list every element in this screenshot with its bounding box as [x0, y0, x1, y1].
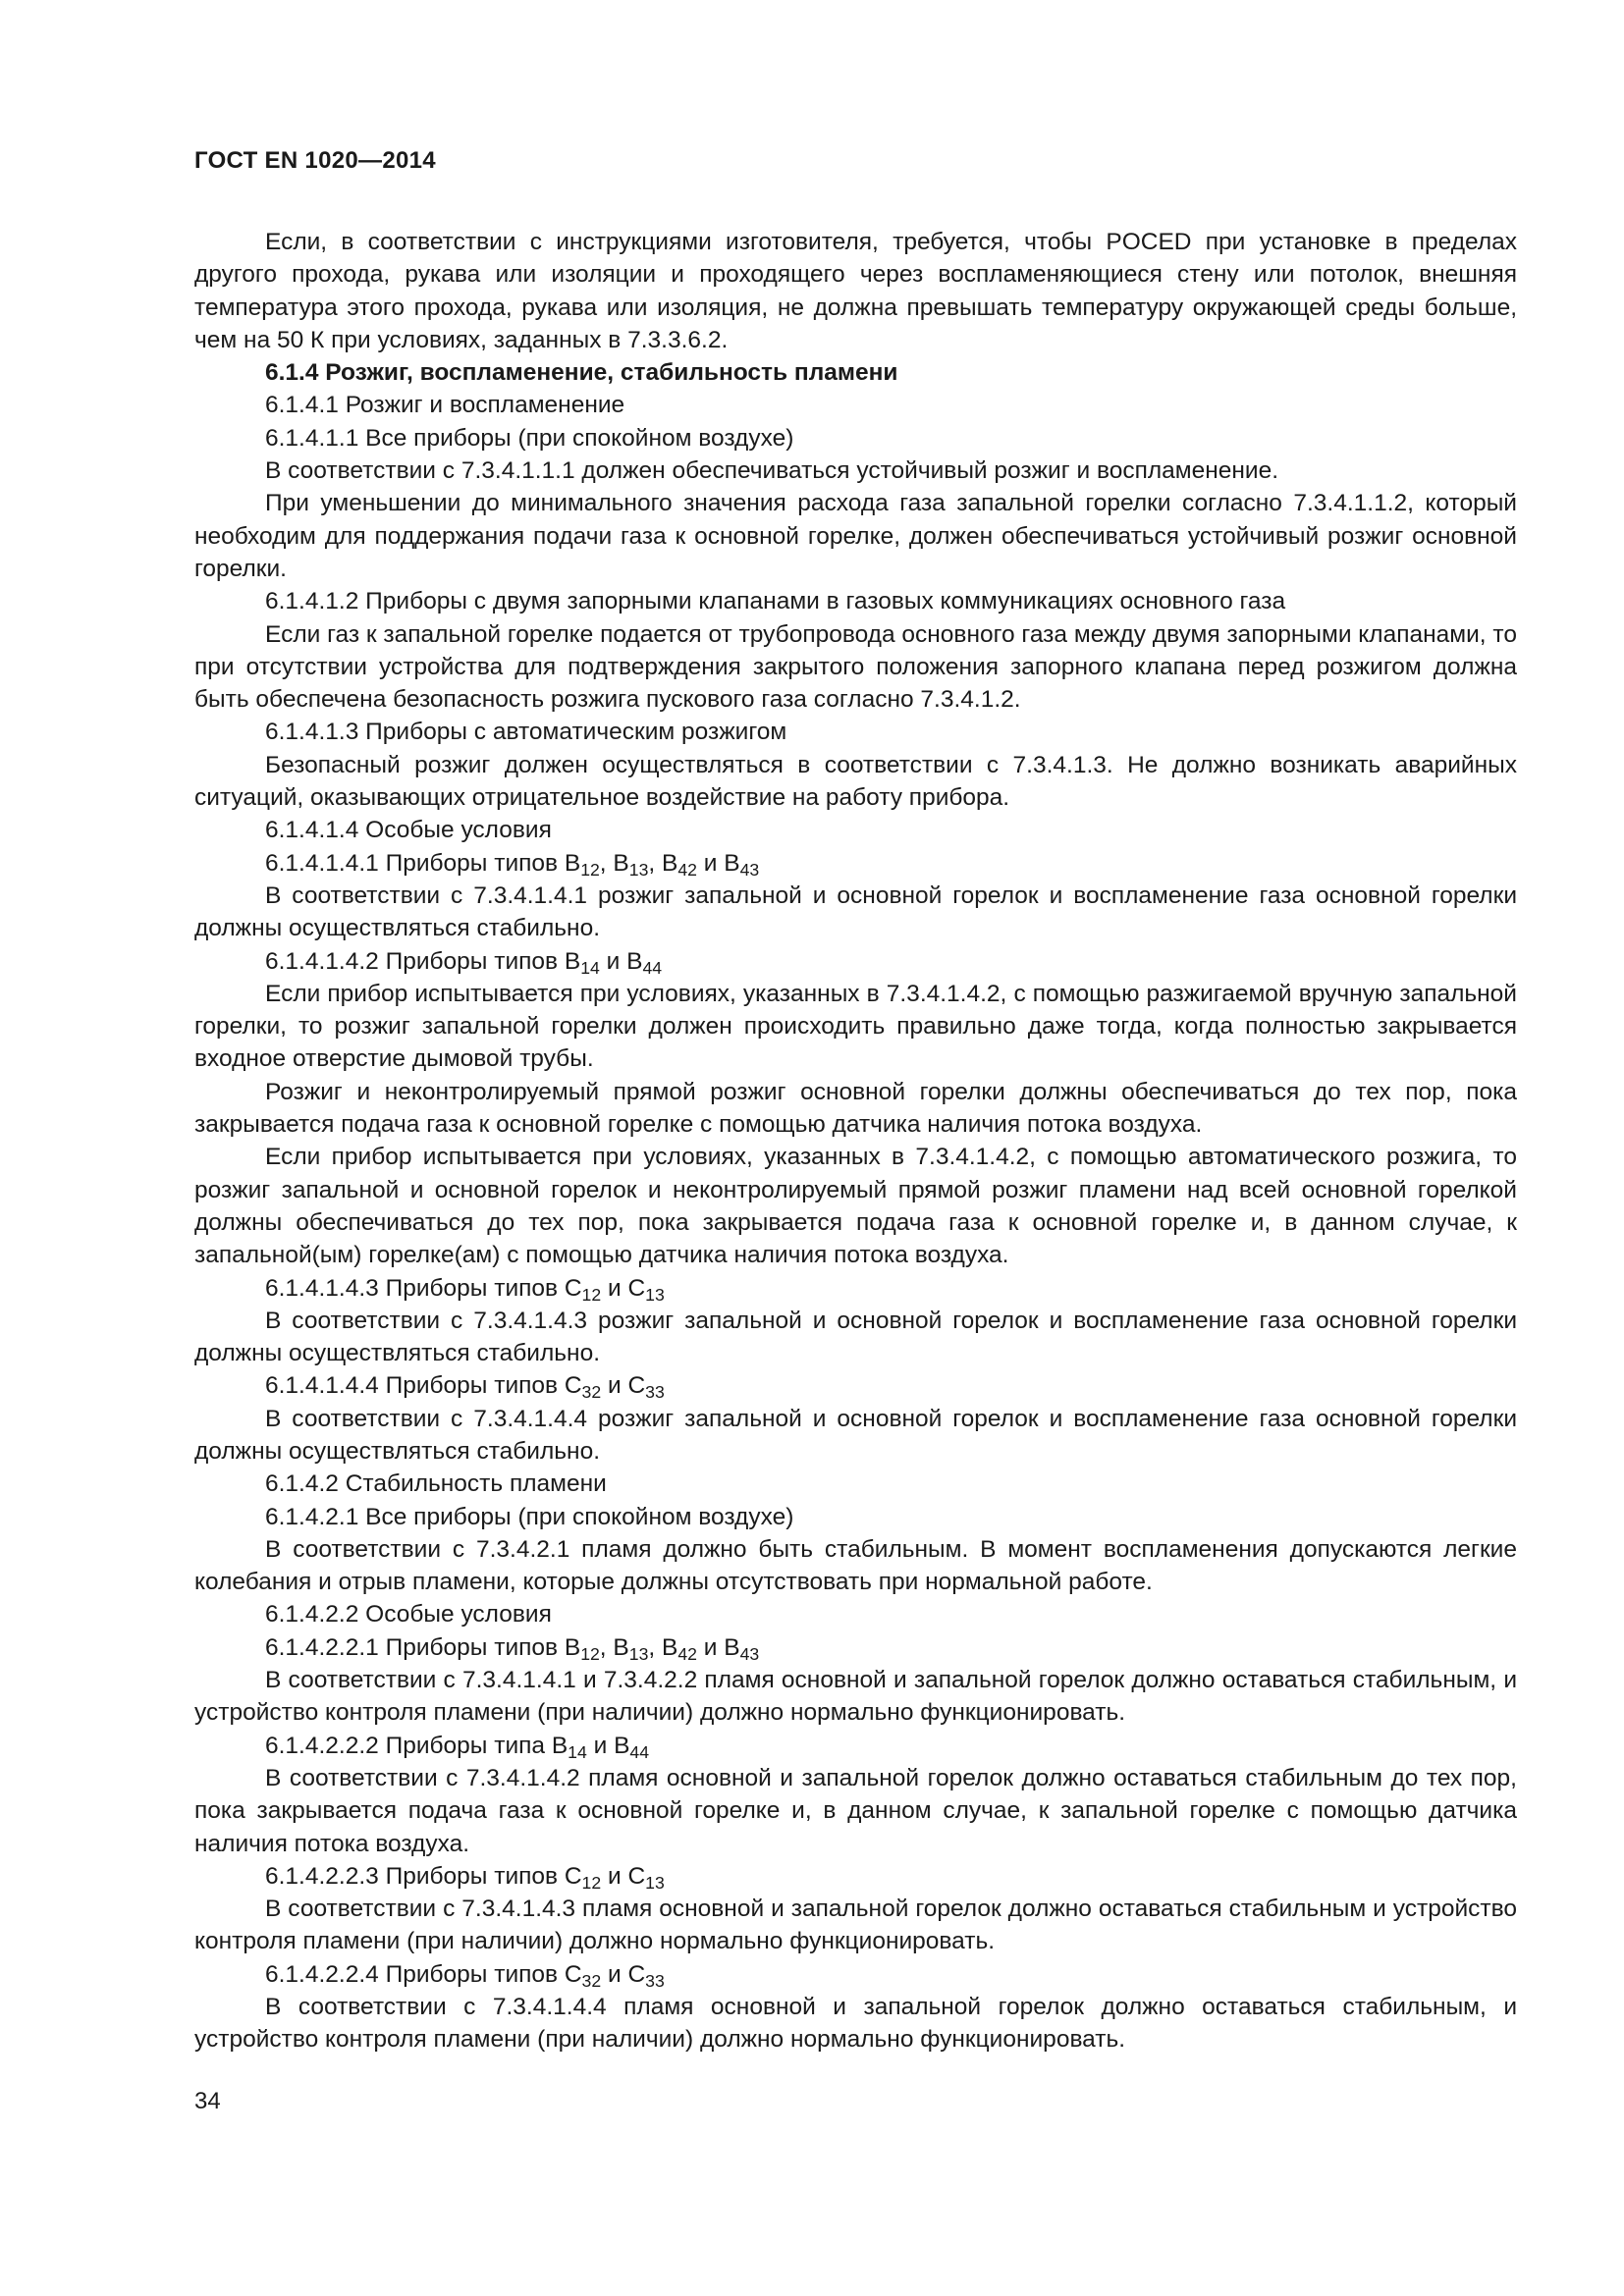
text-run: 6.1.4.1.4.3 Приборы типов C: [265, 1274, 582, 1302]
paragraph: [194, 814, 1517, 846]
paragraph: [194, 945, 1517, 978]
text-run: 6.1.4.1 Розжиг и воспламенение: [265, 392, 625, 419]
text-run: 6.1.4.1.3 Приборы с автоматическим розжигом: [265, 719, 787, 746]
text-run: В соответствии с 7.3.4.1.4.3 розжиг запальной и основной горелок и воспламенение газа основной горелки должны осуществляться стабильно.: [194, 1307, 1517, 1367]
text-run: 6.1.4.2.2.2 Приборы типа B: [265, 1732, 568, 1759]
subscript: 43: [739, 1643, 760, 1664]
text-run: 6.1.4.1.4.2 Приборы типов B: [265, 947, 581, 975]
paragraph: [194, 1076, 1517, 1142]
subscript: 12: [580, 1643, 600, 1664]
paragraph: [194, 1141, 1517, 1271]
text-run: 6.1.4.2 Стабильность пламени: [265, 1470, 607, 1498]
text-run: 6.1.4.1.4.1 Приборы типов B: [265, 849, 581, 877]
text-run: В соответствии с 7.3.4.1.1.1 должен обеспечиваться устойчивый розжиг и воспламенение.: [265, 457, 1279, 485]
subscript: 14: [568, 1741, 587, 1762]
text-run: и C: [601, 1274, 646, 1302]
section-heading: [194, 356, 1517, 389]
text-run: Если, в соответствии с инструкциями изготовителя, требуется, чтобы POCED при установке в пределах другого прохода, рукава или изоляции и проходящего через воспламеняющиеся стену или потолок, внешняя температура этого прохода, рукава или изоляция, не должна превышать температуру окружающей среды больше, чем на 50 К при условиях, заданных в 7.3.3.6.2.: [194, 229, 1517, 353]
subscript: 13: [628, 1643, 649, 1664]
text-run: 6.1.4.1.4.4 Приборы типов C: [265, 1372, 582, 1400]
text-run: В соответствии с 7.3.4.2.1 пламя должно быть стабильным. В момент воспламенения допускаются легкие колебания и отрыв пламени, которые должны отсутствовать при нормальной работе.: [194, 1535, 1517, 1596]
text-run: , B: [648, 849, 678, 877]
paragraph: [194, 422, 1517, 454]
paragraph: [194, 880, 1517, 945]
subscript: 33: [645, 1970, 665, 1991]
paragraph: [194, 1272, 1517, 1305]
text-run: 6.1.4.1.4 Особые условия: [265, 817, 552, 844]
paragraph: [194, 1598, 1517, 1630]
subscript: 44: [629, 1741, 650, 1762]
subscript: 32: [581, 1970, 602, 1991]
paragraph: [194, 1631, 1517, 1664]
text-run: и C: [601, 1862, 646, 1890]
subscript: 42: [677, 1643, 697, 1664]
subscript: 12: [580, 859, 600, 880]
paragraph: [194, 1403, 1517, 1468]
subscript: 14: [580, 957, 600, 978]
subscript: 43: [739, 859, 760, 880]
subscript: 42: [677, 859, 697, 880]
paragraph: [194, 1958, 1517, 1991]
text-run: и C: [601, 1372, 646, 1400]
paragraph: [194, 1305, 1517, 1370]
text-run: Если прибор испытывается при условиях, указанных в 7.3.4.1.4.2, с помощью разжигаемой вручную запальной горелки, то розжиг запальной горелки должен происходить правильно даже тогда, когда полностью закрывается входное отверстие дымовой трубы.: [194, 980, 1517, 1073]
subscript: 12: [581, 1872, 602, 1893]
text-run: 6.1.4.2.2.3 Приборы типов C: [265, 1862, 582, 1890]
text-run: В соответствии с 7.3.4.1.4.1 розжиг запальной и основной горелок и воспламенение газа основной горелки должны осуществляться стабильно.: [194, 881, 1517, 942]
text-run: и B: [696, 1633, 740, 1661]
paragraph: [194, 1664, 1517, 1730]
text-run: В соответствии с 7.3.4.1.4.3 пламя основной и запальной горелок должно оставаться стабильным и устройство контроля пламени (при наличии) должно нормально функционировать.: [194, 1896, 1517, 1955]
text-run: 6.1.4.1.2 Приборы с двумя запорными клапанами в газовых коммуникациях основного газа: [265, 588, 1286, 615]
text-run: 6.1.4.2.2 Особые условия: [265, 1601, 552, 1629]
text-run: В соответствии с 7.3.4.1.4.1 и 7.3.4.2.2 пламя основной и запальной горелок должно оставаться стабильным, и устройство контроля пламени (при наличии) должно нормально функционировать.: [194, 1667, 1517, 1727]
text-run: Если прибор испытывается при условиях, указанных в 7.3.4.1.4.2, с помощью автоматического розжига, то розжиг запальной и основной горелок и неконтролируемый прямой розжиг пламени над всей основной горелкой должны обеспечиваться до тех пор, пока закрывается подача газа к основной горелке и, в данном случае, к запальной(ым) горелке(ам) с помощью датчика наличия потока воздуха.: [194, 1144, 1517, 1269]
text-run: 6.1.4.1.1 Все приборы (при спокойном воздухе): [265, 424, 794, 452]
text-run: В соответствии с 7.3.4.1.4.4 пламя основной и запальной горелок должно оставаться стабильным, и устройство контроля пламени (при наличии) должно нормально функционировать.: [194, 1994, 1517, 2054]
text-run: В соответствии с 7.3.4.1.4.2 пламя основной и запальной горелок должно оставаться стабильным до тех пор, пока закрывается подача газа к основной горелке и, в данном случае, к запальной горелке с помощью датчика наличия потока воздуха.: [194, 1764, 1517, 1857]
text-run: и B: [599, 947, 643, 975]
paragraph: [194, 847, 1517, 880]
text-run: 6.1.4.2.2.4 Приборы типов C: [265, 1960, 582, 1988]
paragraph: [194, 1730, 1517, 1762]
paragraph: [194, 1893, 1517, 1958]
paragraph: [194, 1468, 1517, 1500]
subscript: 13: [628, 859, 649, 880]
text-run: 6.1.4.2.1 Все приборы (при спокойном воздухе): [265, 1503, 794, 1530]
paragraph: [194, 585, 1517, 617]
subscript: 32: [581, 1382, 602, 1403]
paragraph: [194, 716, 1517, 748]
text-run: При уменьшении до минимального значения расхода газа запальной горелки согласно 7.3.4.1.1.2, который необходим для поддержания подачи газа к основной горелке, должен обеспечиваться устойчивый розжиг основной горелки.: [194, 490, 1517, 582]
paragraph: [194, 1533, 1517, 1599]
subscript: 13: [645, 1284, 665, 1305]
text-run: 6.1.4 Розжиг, воспламенение, стабильность пламени: [265, 359, 898, 387]
paragraph: [194, 487, 1517, 585]
text-run: Безопасный розжиг должен осуществляться в соответствии с 7.3.4.1.3. Не должно возникать аварийных ситуаций, оказывающих отрицательное воздействие на работу прибора.: [194, 751, 1517, 812]
paragraph: [194, 978, 1517, 1076]
paragraph: [194, 1501, 1517, 1533]
paragraph: [194, 226, 1517, 356]
text-run: , B: [599, 849, 629, 877]
text-run: Если газ к запальной горелке подается от трубопровода основного газа между двумя запорными клапанами, то при отсутствии устройства для подтверждения закрытого положения запорного клапана перед розжигом должна быть обеспечена безопасность розжига пускового газа согласно 7.3.4.1.2.: [194, 620, 1517, 714]
text-run: , B: [648, 1633, 678, 1661]
text-run: и C: [601, 1960, 646, 1988]
page-number: 34: [194, 2088, 221, 2114]
text-run: 6.1.4.2.2.1 Приборы типов B: [265, 1633, 581, 1661]
text-run: В соответствии с 7.3.4.1.4.4 розжиг запальной и основной горелок и воспламенение газа основной горелки должны осуществляться стабильно.: [194, 1405, 1517, 1465]
subscript: 33: [645, 1382, 665, 1403]
subscript: 12: [581, 1284, 602, 1305]
paragraph: [194, 1860, 1517, 1893]
text-run: Розжиг и неконтролируемый прямой розжиг основной горелки должны обеспечиваться до тех пор, пока закрывается подача газа к основной горелке с помощью датчика наличия потока воздуха.: [194, 1078, 1517, 1139]
paragraph: [194, 618, 1517, 717]
text-run: и B: [696, 849, 740, 877]
subscript: 44: [642, 957, 663, 978]
paragraph: [194, 749, 1517, 815]
paragraph: [194, 1991, 1517, 2056]
paragraph: [194, 454, 1517, 487]
paragraph: [194, 1369, 1517, 1402]
paragraph: [194, 1762, 1517, 1860]
paragraph: [194, 389, 1517, 421]
document-body: [194, 226, 1517, 2056]
text-run: , B: [599, 1633, 629, 1661]
page-header: ГОСТ EN 1020—2014: [194, 147, 436, 174]
text-run: и B: [586, 1732, 630, 1759]
subscript: 13: [645, 1872, 665, 1893]
